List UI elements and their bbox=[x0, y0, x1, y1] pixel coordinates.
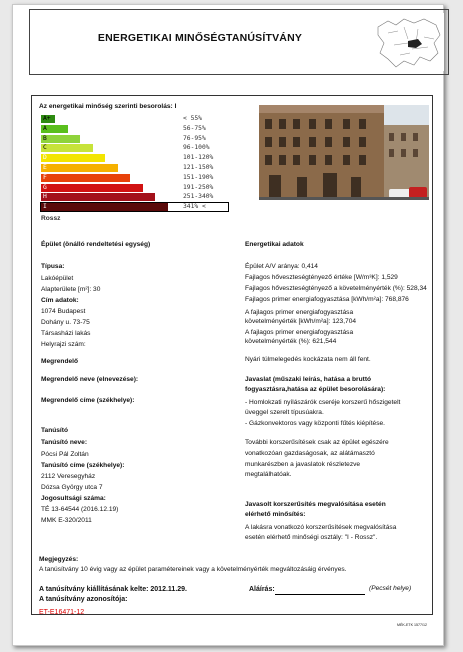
building-address-city: 1074 Budapest bbox=[41, 308, 86, 315]
rating-bar-letter: C bbox=[43, 144, 47, 152]
building-address-street: Dohány u. 73-75 bbox=[41, 319, 90, 326]
energy-data-line: Épület A/V aránya: 0,414 bbox=[245, 263, 318, 270]
proposal-line: - Gázkonvektoros vagy központi fűtés kiépítése. bbox=[245, 420, 386, 427]
proposal-line: üveggel szerelt típusúakra. bbox=[245, 409, 324, 416]
proposal-more-line: munkarészben a javaslatok részletezve bbox=[245, 461, 361, 468]
energy-data-line: A fajlagos primer energiafogyasztása bbox=[245, 309, 354, 316]
rating-bar-e bbox=[41, 164, 118, 172]
signature-label: Aláírás: bbox=[249, 586, 275, 593]
proposal-more-line: megtalálhatóak. bbox=[245, 471, 292, 478]
signature-line bbox=[275, 594, 365, 595]
certifier-license-label: Jogosultsági száma: bbox=[41, 495, 106, 502]
rating-bar-a bbox=[41, 125, 68, 133]
certificate-id-value: ET-E16471-12 bbox=[39, 609, 85, 616]
recommended-line-1: A lakásra vonatkozó korszerűsítések megvalósítása bbox=[245, 524, 397, 531]
rating-bar-range: 56-75% bbox=[183, 124, 206, 132]
rating-bar-range: 151-190% bbox=[183, 173, 214, 181]
building-heading: Épület (önálló rendeltetési egység) bbox=[41, 241, 151, 248]
building-photo bbox=[259, 105, 429, 200]
rating-bar-letter: E bbox=[43, 164, 47, 171]
certificate-id-label: A tanúsítvány azonosítója: bbox=[39, 596, 128, 603]
proposal-more-line: vonatkozóan gazdaságosak, az alátámasztó bbox=[245, 450, 375, 457]
rating-bar-letter: D bbox=[43, 154, 47, 162]
rating-bar-h bbox=[41, 193, 155, 201]
building-floor-area: Alapterülete [m²]: 30 bbox=[41, 286, 101, 293]
certificate-header bbox=[29, 9, 449, 75]
certifier-name-label: Tanúsító neve: bbox=[41, 439, 88, 446]
rating-bar-range: 341% < bbox=[183, 203, 206, 211]
rating-bar-b bbox=[41, 135, 80, 143]
rating-bar-aplus bbox=[41, 115, 55, 123]
energy-data-line: Fajlagos primer energiafogyasztása [kWh/m²a]: 768,876 bbox=[245, 296, 409, 303]
certifier-address-city: 2112 Veresegyház bbox=[41, 473, 96, 480]
rating-bar-range: 121-150% bbox=[183, 164, 214, 171]
proposal-heading-line-1: Javaslat (műszaki leírás, hatása a bruttó bbox=[245, 376, 372, 383]
rating-bar-letter: F bbox=[43, 173, 47, 181]
rating-bar-letter: A+ bbox=[43, 115, 51, 122]
energy-data-line: követelményérték [kWh/m²a]: 123,704 bbox=[245, 318, 357, 325]
rating-bar-d bbox=[41, 154, 105, 162]
rating-selected-marker bbox=[40, 202, 229, 212]
rating-bar-g bbox=[41, 184, 143, 192]
rating-bar-letter: A bbox=[43, 124, 47, 132]
europe-map-icon bbox=[374, 13, 444, 71]
recommended-line-2: esetén elérhető minőségi osztály: "I - Rossz". bbox=[245, 534, 378, 541]
notes-heading: Megjegyzés: bbox=[39, 556, 79, 563]
certifier-heading: Tanúsító bbox=[41, 427, 68, 434]
issue-date: A tanúsítvány kiállításának kelte: 2012.11.29. bbox=[39, 586, 187, 593]
certificate-page bbox=[12, 4, 444, 646]
certificate-title: ENERGETIKAI MINŐSÉGTANÚSÍTVÁNY bbox=[97, 32, 303, 44]
rating-bar-range: 96-100% bbox=[183, 144, 210, 152]
certifier-license-1: TÉ 13-64544 (2016.12.19) bbox=[41, 506, 119, 513]
building-type-label: Típusa: bbox=[41, 263, 65, 270]
energy-data-line: követelményérték (%): 621,544 bbox=[245, 338, 337, 345]
building-address-label: Cím adatok: bbox=[41, 297, 79, 304]
energy-data-line: A fajlagos primer energiafogyasztása bbox=[245, 329, 354, 336]
customer-address-label: Megrendelő címe (székhelye): bbox=[41, 397, 135, 404]
document-code: MÉK-ETK 1577/12 bbox=[397, 623, 427, 627]
rating-bar-letter: G bbox=[43, 183, 47, 191]
energy-data-line: Fajlagos hőveszteségtényező értéke [W/m³K]: 1,529 bbox=[245, 274, 398, 281]
proposal-heading-line-2: fogyasztásra,hatása az épület besorolására): bbox=[245, 386, 386, 393]
rating-bar-range: 191-250% bbox=[183, 183, 214, 191]
stamp-label: (Pecsét helye) bbox=[369, 585, 412, 592]
notes-text: A tanúsítvány 10 évig vagy az épület paramétereinek vagy a követelményérték megváltozásáig érvényes. bbox=[39, 566, 347, 573]
rating-bar-range: 101-120% bbox=[183, 154, 214, 162]
certifier-address-street: Dózsa György utca 7 bbox=[41, 484, 103, 491]
energy-data-line: Fajlagos hőveszteségtényező a követelményérték (%): 528,34 bbox=[245, 285, 427, 292]
customer-name-label: Megrendelő neve (elnevezése): bbox=[41, 376, 139, 383]
rating-bar-range: 251-340% bbox=[183, 193, 214, 201]
building-lot-number: Helyrajzi szám: bbox=[41, 341, 86, 348]
rating-bar-letter: I bbox=[43, 203, 47, 211]
rating-bar-letter: B bbox=[43, 134, 47, 142]
energy-heading: Energetikai adatok bbox=[245, 241, 304, 248]
rating-bar-c bbox=[41, 144, 93, 152]
building-kind: Társasházi lakás bbox=[41, 330, 91, 337]
proposal-more-line: További korszerűsítések csak az épület egészére bbox=[245, 439, 389, 446]
rating-bar-letter: H bbox=[43, 193, 47, 201]
rating-heading: Az energetikai minőség szerinti besorolás: I bbox=[39, 103, 177, 110]
recommended-heading-line-2: elérhető minősítés: bbox=[245, 511, 306, 518]
proposal-line: - Homlokzati nyílászárók cseréje korszerű hőszigetelt bbox=[245, 399, 401, 406]
rating-result: Rossz bbox=[41, 215, 61, 222]
building-type-value: Lakóépület bbox=[41, 275, 74, 282]
rating-bar-range: < 55% bbox=[183, 115, 202, 122]
summer-overheating-note: Nyári túlmelegedés kockázata nem áll fent. bbox=[245, 356, 371, 363]
rating-bar-f bbox=[41, 174, 130, 182]
certifier-address-label: Tanúsító címe (székhelye): bbox=[41, 462, 125, 469]
rating-bar-range: 76-95% bbox=[183, 134, 206, 142]
certifier-license-2: MMK E-320/2011 bbox=[41, 517, 92, 524]
recommended-heading-line-1: Javasolt korszerűsítés megvalósítása esetén bbox=[245, 501, 386, 508]
certifier-name-value: Pócsi Pál Zoltán bbox=[41, 451, 89, 458]
customer-heading: Megrendelő bbox=[41, 358, 79, 365]
